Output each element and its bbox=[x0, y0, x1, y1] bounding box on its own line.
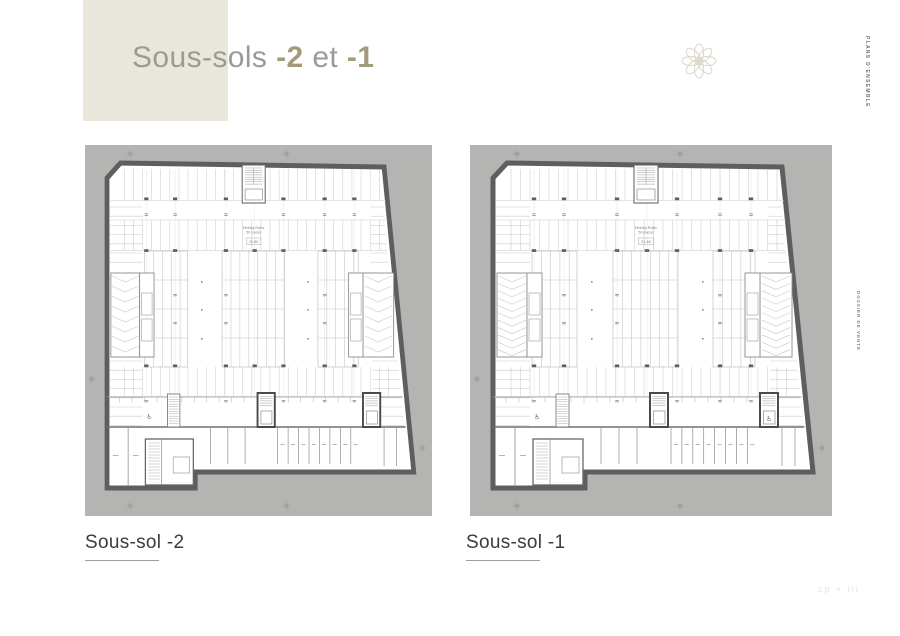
svg-text:♿: ♿ bbox=[146, 412, 153, 422]
caption-underline bbox=[466, 560, 540, 561]
stair-core-top bbox=[242, 165, 265, 203]
caption-text: Sous-sol -2 bbox=[85, 532, 185, 553]
svg-text:22.80: 22.80 bbox=[249, 239, 259, 244]
ramp-left bbox=[111, 273, 154, 357]
svg-text:Parking Public: Parking Public bbox=[243, 225, 265, 231]
footer-logo-mark: cp + ili bbox=[818, 584, 860, 594]
svg-text:50 places: 50 places bbox=[638, 230, 654, 235]
svg-text:♿: ♿ bbox=[766, 415, 773, 423]
plan-caption-sous-sol-1 bbox=[466, 532, 565, 561]
title-level-1: -1 bbox=[346, 41, 375, 74]
plan-caption-sous-sol-2 bbox=[85, 532, 184, 561]
title-level-2: -2 bbox=[276, 41, 304, 74]
svg-text:Parking Public: Parking Public bbox=[634, 226, 658, 230]
ramp-left bbox=[497, 273, 542, 357]
floor-plan-drawing bbox=[85, 145, 432, 516]
svg-text:♿: ♿ bbox=[534, 413, 541, 421]
title-conjunction: et bbox=[312, 41, 339, 74]
caption-text: Sous-sol -1 bbox=[466, 532, 566, 553]
title-word: Sous-sols bbox=[132, 41, 268, 74]
svg-text:22.80: 22.80 bbox=[641, 239, 651, 244]
rosette-logo-icon bbox=[676, 38, 722, 89]
ramp-right bbox=[349, 273, 394, 357]
edge-label-plans-ensemble: PLANS D'ENSEMBLE bbox=[864, 36, 870, 108]
edge-label-dossier-vente: DOSSIER DE VENTE bbox=[856, 291, 861, 352]
wheelchair-icon bbox=[146, 413, 152, 421]
floor-plan-panel-sous-sol-2 bbox=[85, 145, 432, 516]
caption-underline bbox=[85, 560, 159, 561]
svg-text:50 places: 50 places bbox=[246, 230, 262, 235]
floor-plan-drawing bbox=[470, 145, 832, 516]
page-title bbox=[132, 41, 374, 75]
ramp-right bbox=[745, 273, 792, 357]
floor-plan-panel-sous-sol-1 bbox=[470, 145, 832, 516]
stair-core-top bbox=[634, 165, 658, 203]
